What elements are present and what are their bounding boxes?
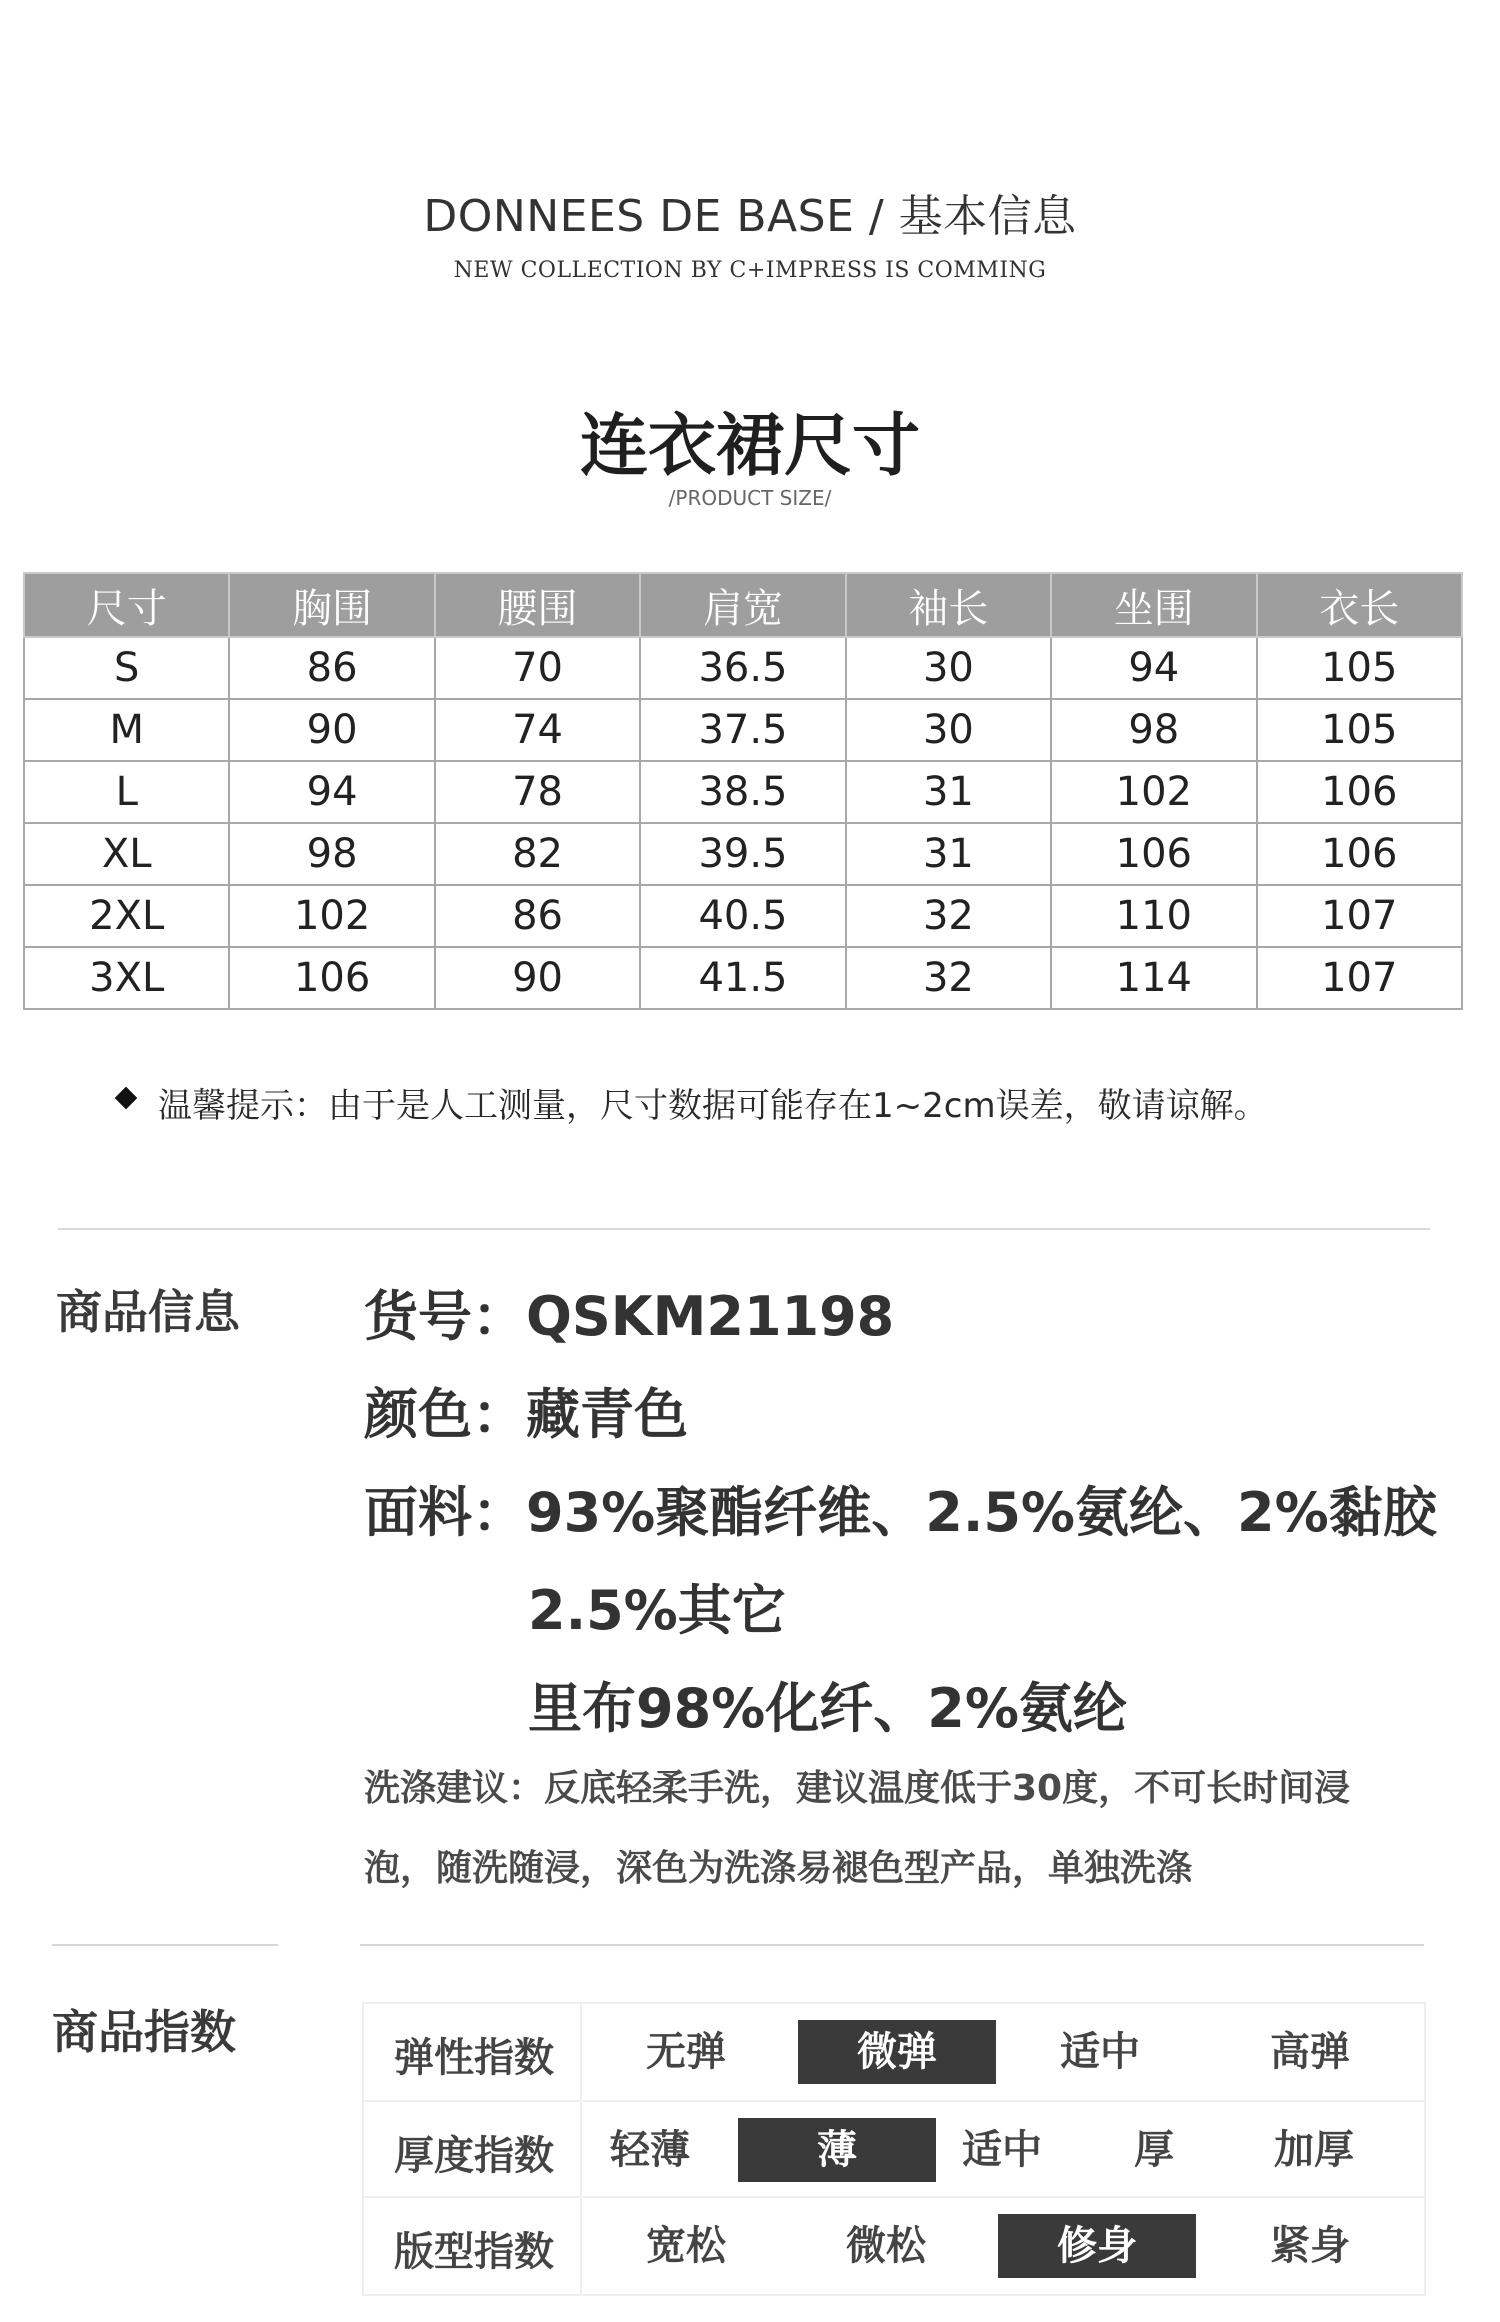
table-cell: 70 [435, 637, 640, 699]
size-section-subtitle: /PRODUCT SIZE/ [668, 486, 832, 510]
table-cell: 90 [435, 947, 640, 1009]
table-row [24, 761, 1462, 823]
table-cell: 98 [1051, 699, 1256, 761]
fit-row [364, 2196, 1424, 2294]
table-cell: 3XL [24, 947, 229, 1009]
table-cell: 32 [846, 947, 1051, 1009]
table-cell: 90 [229, 699, 434, 761]
table-cell: L [24, 761, 229, 823]
table-cell: 31 [846, 823, 1051, 885]
size-table [23, 572, 1463, 1010]
index-option: 紧身 [1270, 2223, 1350, 2269]
index-option: 宽松 [646, 2223, 726, 2269]
table-cell: 94 [229, 761, 434, 823]
sku-line: 货号：QSKM21198 [364, 1285, 895, 1348]
table-cell: 30 [846, 637, 1051, 699]
table-cell: 41.5 [640, 947, 845, 1009]
column-header: 腰围 [435, 573, 640, 637]
fabric-line: 面料：93%聚酯纤维、2.5%氨纶、2%黏胶 [364, 1481, 1437, 1544]
column-header: 衣长 [1257, 573, 1462, 637]
column-header: 袖长 [846, 573, 1051, 637]
table-cell: 98 [229, 823, 434, 885]
index-option-selected: 微弹 [798, 2020, 996, 2084]
header-title: DONNEES DE BASE / 基本信息 [423, 191, 1077, 242]
index-option: 加厚 [1274, 2127, 1354, 2173]
measurement-tip: 温馨提示：由于是人工测量，尺寸数据可能存在1~2cm误差，敬请谅解。 [158, 1086, 1268, 1126]
table-cell: 30 [846, 699, 1051, 761]
index-option: 适中 [1060, 2029, 1140, 2075]
table-row [24, 947, 1462, 1009]
column-header: 胸围 [229, 573, 434, 637]
thickness-row [364, 2100, 1424, 2198]
header-subtitle: NEW COLLECTION BY C+IMPRESS IS COMMING [453, 258, 1047, 283]
lining-line: 里布98%化纤、2%氨纶 [528, 1677, 1127, 1740]
table-cell: 86 [229, 637, 434, 699]
washing-advice: 洗涤建议：反底轻柔手洗，建议温度低于30度，不可长时间浸 [364, 1768, 1351, 1809]
table-cell: 86 [435, 885, 640, 947]
index-name: 弹性指数 [394, 2035, 554, 2081]
table-cell: 105 [1257, 699, 1462, 761]
table-cell: XL [24, 823, 229, 885]
table-cell: 32 [846, 885, 1051, 947]
table-cell: 110 [1051, 885, 1256, 947]
table-cell: 105 [1257, 637, 1462, 699]
size-section-title: 连衣裙尺寸 [579, 407, 920, 486]
elasticity-row [364, 2004, 1424, 2100]
section-divider [58, 1228, 1430, 1230]
product-index-label: 商品指数 [52, 2005, 236, 2059]
size-table-header-row [24, 573, 1462, 637]
index-option: 微松 [846, 2223, 926, 2269]
table-cell: 106 [229, 947, 434, 1009]
table-cell: 78 [435, 761, 640, 823]
table-cell: 39.5 [640, 823, 845, 885]
table-cell: 107 [1257, 885, 1462, 947]
index-name: 厚度指数 [394, 2133, 554, 2179]
index-option: 高弹 [1270, 2029, 1350, 2075]
label-divider [52, 1944, 278, 1946]
product-info-label: 商品信息 [56, 1285, 240, 1339]
content-divider [360, 1944, 1424, 1946]
table-cell: 82 [435, 823, 640, 885]
column-divider [580, 2198, 582, 2294]
index-option-selected: 修身 [998, 2214, 1196, 2278]
index-table [362, 2002, 1426, 2296]
index-option: 厚 [1134, 2127, 1174, 2173]
table-cell: 106 [1257, 823, 1462, 885]
column-header: 坐围 [1051, 573, 1256, 637]
table-cell: 106 [1257, 761, 1462, 823]
table-row [24, 699, 1462, 761]
table-cell: 40.5 [640, 885, 845, 947]
fabric-line-continued: 2.5%其它 [528, 1579, 786, 1642]
table-cell: 36.5 [640, 637, 845, 699]
table-cell: 2XL [24, 885, 229, 947]
column-header: 肩宽 [640, 573, 845, 637]
diamond-bullet-icon [115, 1087, 138, 1110]
color-line: 颜色：藏青色 [364, 1383, 688, 1446]
index-option-selected: 薄 [738, 2118, 936, 2182]
column-divider [580, 2102, 582, 2198]
column-header: 尺寸 [24, 573, 229, 637]
column-divider [580, 2004, 582, 2100]
index-name: 版型指数 [394, 2229, 554, 2275]
table-cell: 37.5 [640, 699, 845, 761]
table-cell: 106 [1051, 823, 1256, 885]
table-row [24, 823, 1462, 885]
table-cell: M [24, 699, 229, 761]
table-row [24, 637, 1462, 699]
table-row [24, 885, 1462, 947]
table-cell: 38.5 [640, 761, 845, 823]
table-cell: 107 [1257, 947, 1462, 1009]
index-option: 无弹 [646, 2029, 726, 2075]
table-cell: 74 [435, 699, 640, 761]
washing-advice-continued: 泡，随洗随浸，深色为洗涤易褪色型产品，单独洗涤 [364, 1848, 1193, 1889]
table-cell: 31 [846, 761, 1051, 823]
table-cell: S [24, 637, 229, 699]
index-option: 适中 [962, 2127, 1042, 2173]
table-cell: 94 [1051, 637, 1256, 699]
table-cell: 102 [229, 885, 434, 947]
index-option: 轻薄 [610, 2127, 690, 2173]
table-cell: 102 [1051, 761, 1256, 823]
table-cell: 114 [1051, 947, 1256, 1009]
